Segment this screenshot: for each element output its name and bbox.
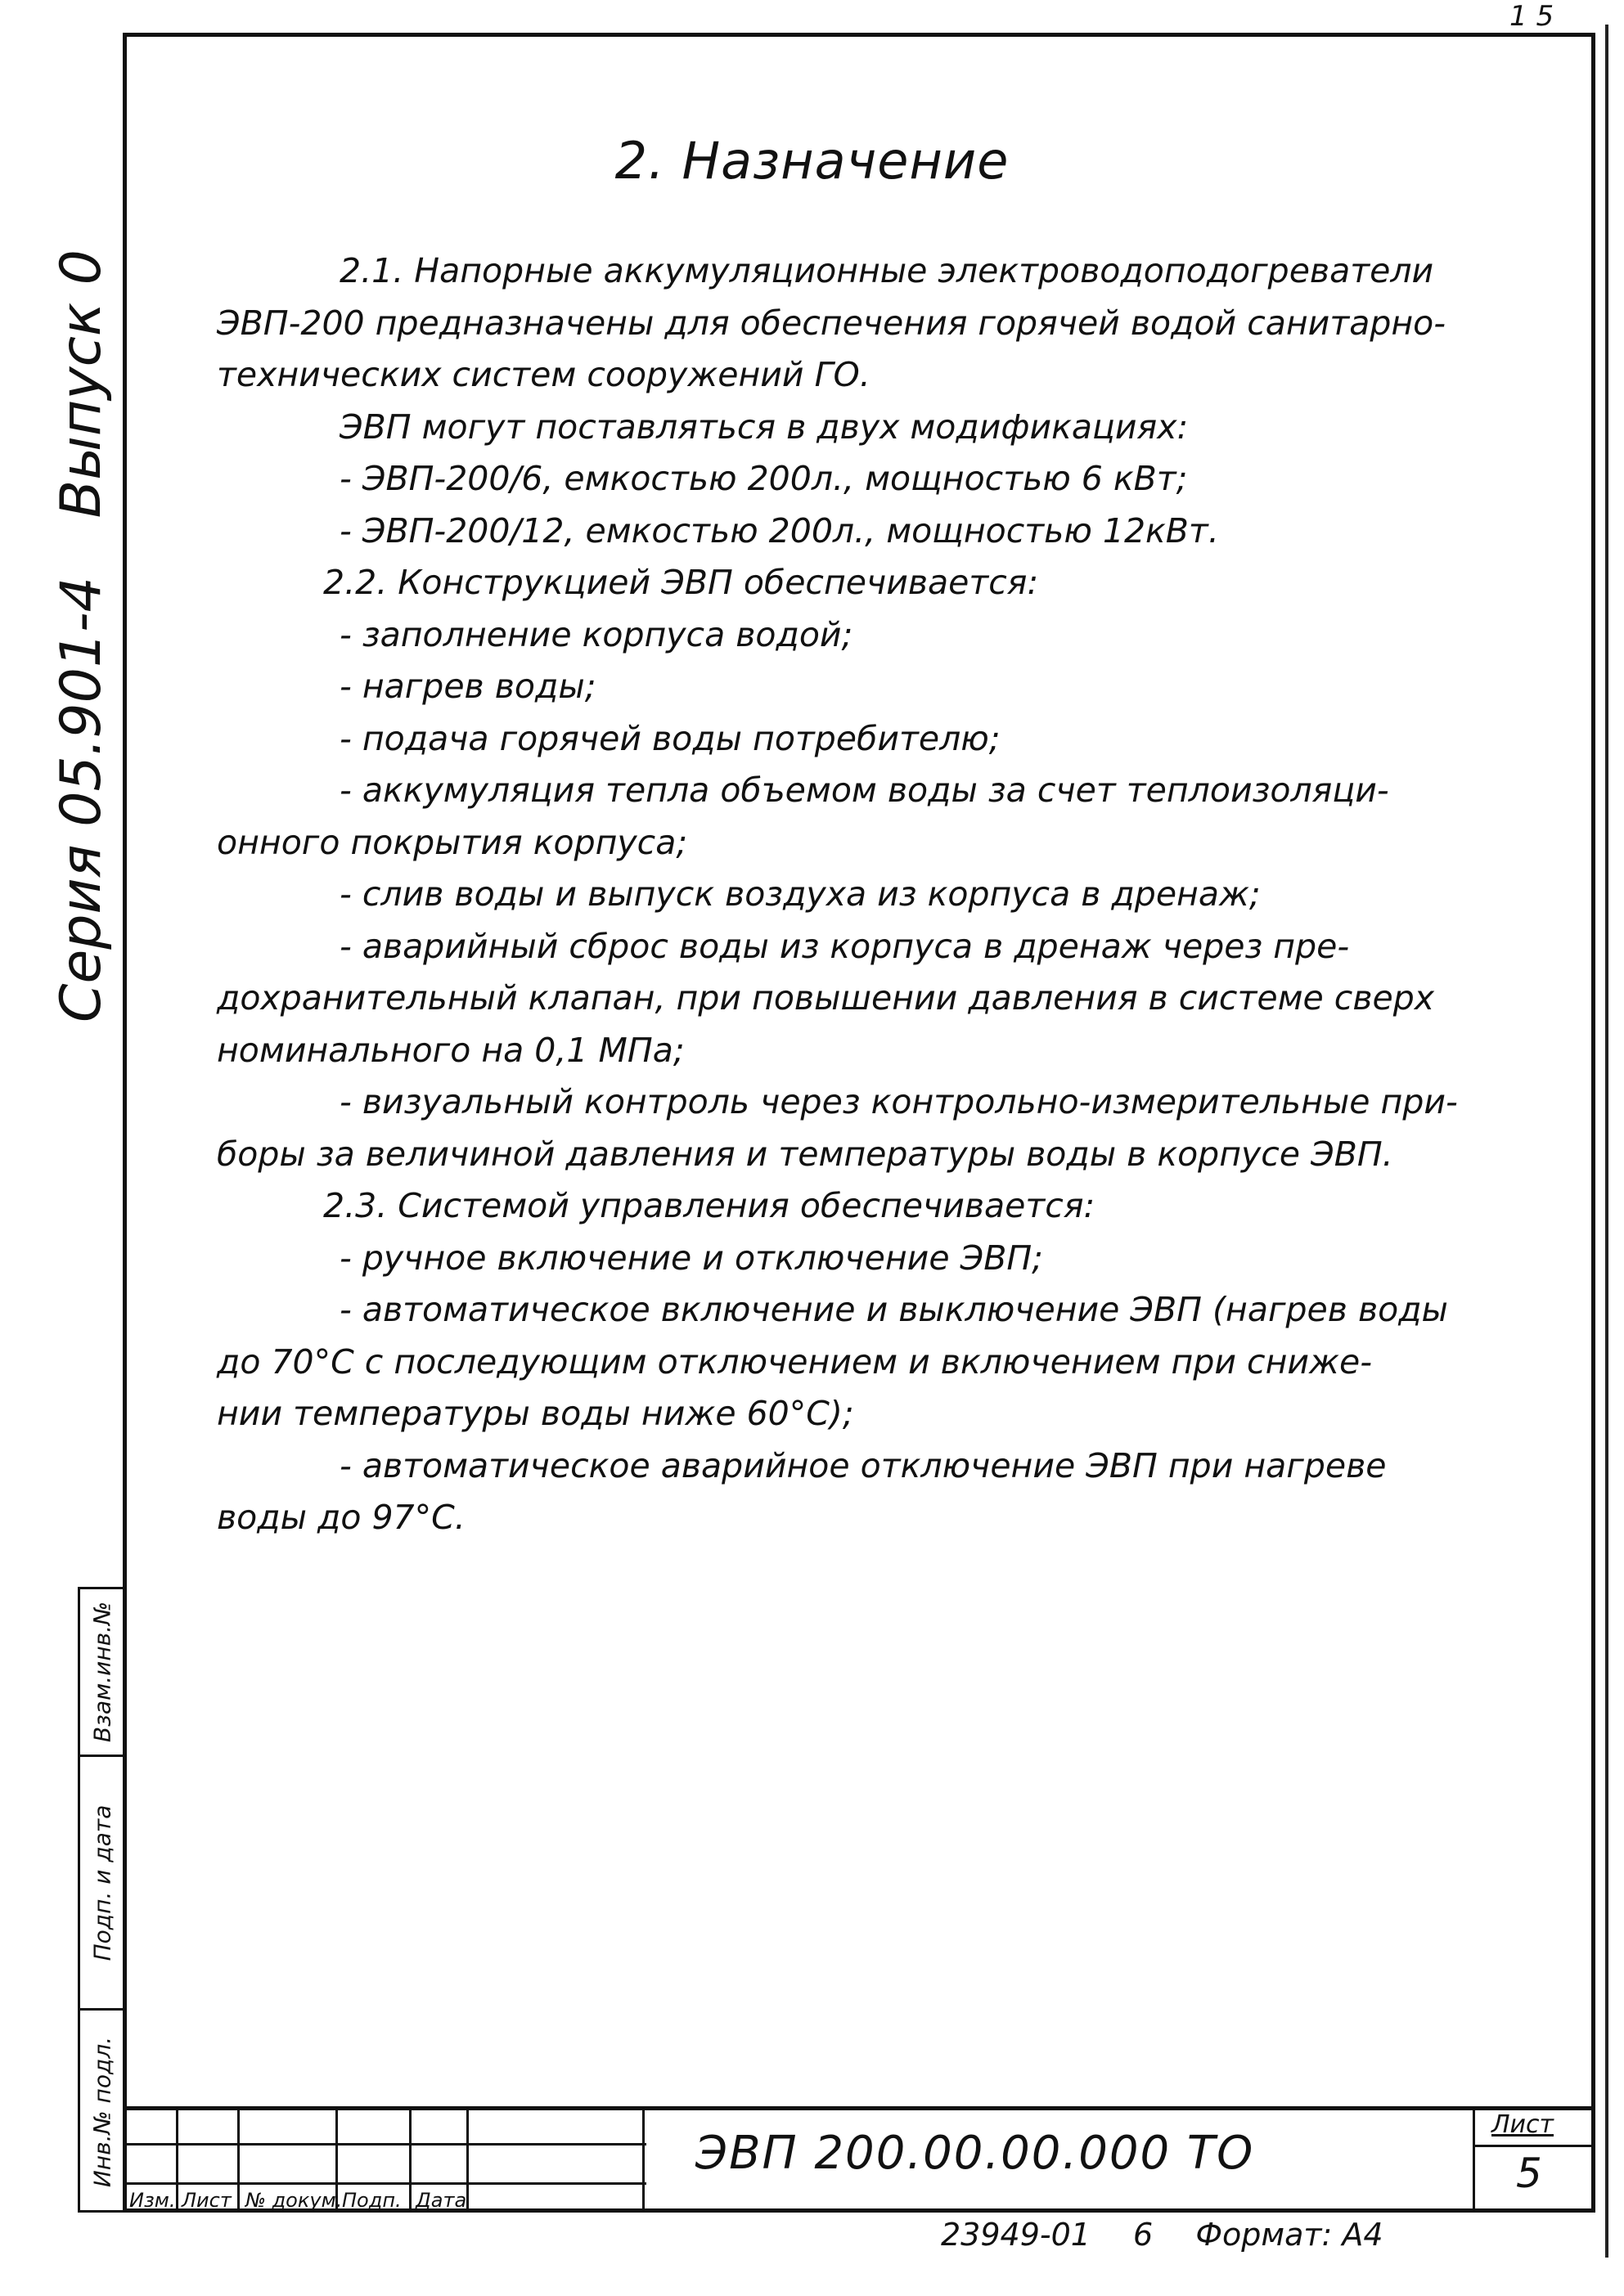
caption-document: № докум. [245, 2189, 343, 2212]
text-line: ЭВП могут поставляться в двух модификациях: [340, 407, 1189, 447]
section-heading: 2. Назначение [614, 131, 1010, 191]
caption-sheet: Лист [182, 2189, 232, 2212]
text-line: нии температуры воды ниже 60°С); [217, 1394, 854, 1433]
caption-date: Дата [416, 2189, 467, 2212]
text-line: технических систем сооружений ГО. [217, 355, 870, 394]
stamp-inventory-label: Инв.№ подл. [88, 2036, 116, 2187]
corner-mark: 1 5 [1509, 0, 1554, 33]
text-line: - автоматическое аварийное отключение ЭВП при нагреве [340, 1445, 1387, 1485]
sheet-box [1473, 2110, 1594, 2213]
stamp-cell-replacement [80, 1589, 124, 1757]
footer [941, 2217, 1416, 2253]
sheet-number: 5 [1516, 2150, 1542, 2197]
title-block-grid [123, 2110, 646, 2213]
text-line: - заполнение корпуса водой; [340, 614, 853, 654]
stamp-cell-signature [80, 1757, 124, 2011]
text-line: онного покрытия корпуса; [217, 822, 688, 862]
text-line: - слив воды и выпуск воздуха из корпуса в дренаж; [340, 874, 1261, 914]
stamp-cell-inventory [80, 2011, 124, 2213]
text-line: боры за величиной давления и температуры воды в корпусе ЭВП. [217, 1134, 1393, 1174]
binding-edge [1605, 25, 1608, 2258]
text-line: - нагрев воды; [340, 667, 596, 706]
sheet-label: Лист [1491, 2110, 1554, 2139]
text-line: дохранительный клапан, при повышении давления в системе сверх [217, 978, 1434, 1018]
text-line: - аккумуляция тепла объемом воды за счет теплоизоляци- [340, 771, 1389, 810]
caption-signature: Подп. [342, 2189, 402, 2212]
text-line: - ручное включение и отключение ЭВП; [340, 1238, 1043, 1278]
section-body [217, 245, 1542, 1544]
footer-copy: 6 [1133, 2217, 1154, 2253]
text-line: - ЭВП-200/12, емкостью 200л., мощностью 12кВт. [340, 510, 1219, 550]
footer-format: Формат: А4 [1195, 2217, 1383, 2253]
text-line: 2.1. Напорные аккумуляционные электроводоподогреватели [340, 251, 1434, 290]
text-line: - ЭВП-200/6, емкостью 200л., мощностью 6 кВт; [340, 459, 1188, 498]
caption-change: Изм. [129, 2189, 176, 2212]
text-line: воды до 97°С. [217, 1498, 466, 1537]
text-line: - автоматическое включение и выключение ЭВП (нагрев воды [340, 1290, 1448, 1329]
text-line: - визуальный контроль через контрольно-измерительные при- [340, 1082, 1458, 1121]
text-line: - подача горячей воды потребителю; [340, 718, 1001, 758]
stamp-replacement-label: Взам.инв.№ [88, 1601, 116, 1743]
series-number: Серия 05.901-4 [49, 577, 114, 1022]
text-line: 2.2. Конструкцией ЭВП обеспечивается: [323, 563, 1039, 602]
document-code: ЭВП 200.00.00.000 ТО [695, 2127, 1255, 2180]
text-line: номинального на 0,1 МПа; [217, 1030, 685, 1070]
stamp-signature-label: Подп. и дата [88, 1804, 116, 1961]
issue-number: Выпуск 0 [49, 249, 114, 519]
left-stamp [78, 1587, 127, 2213]
text-line: до 70°С с последующим отключением и включением при сниже- [217, 1341, 1372, 1382]
text-line: - аварийный сброс воды из корпуса в дренаж через пре- [340, 926, 1350, 966]
footer-inventory: 23949-01 [941, 2217, 1091, 2253]
text-line: 2.3. Системой управления обеспечивается: [323, 1186, 1095, 1225]
text-line: ЭВП-200 предназначены для обеспечения горячей водой санитарно- [217, 303, 1446, 343]
title-block [123, 2106, 1595, 2213]
